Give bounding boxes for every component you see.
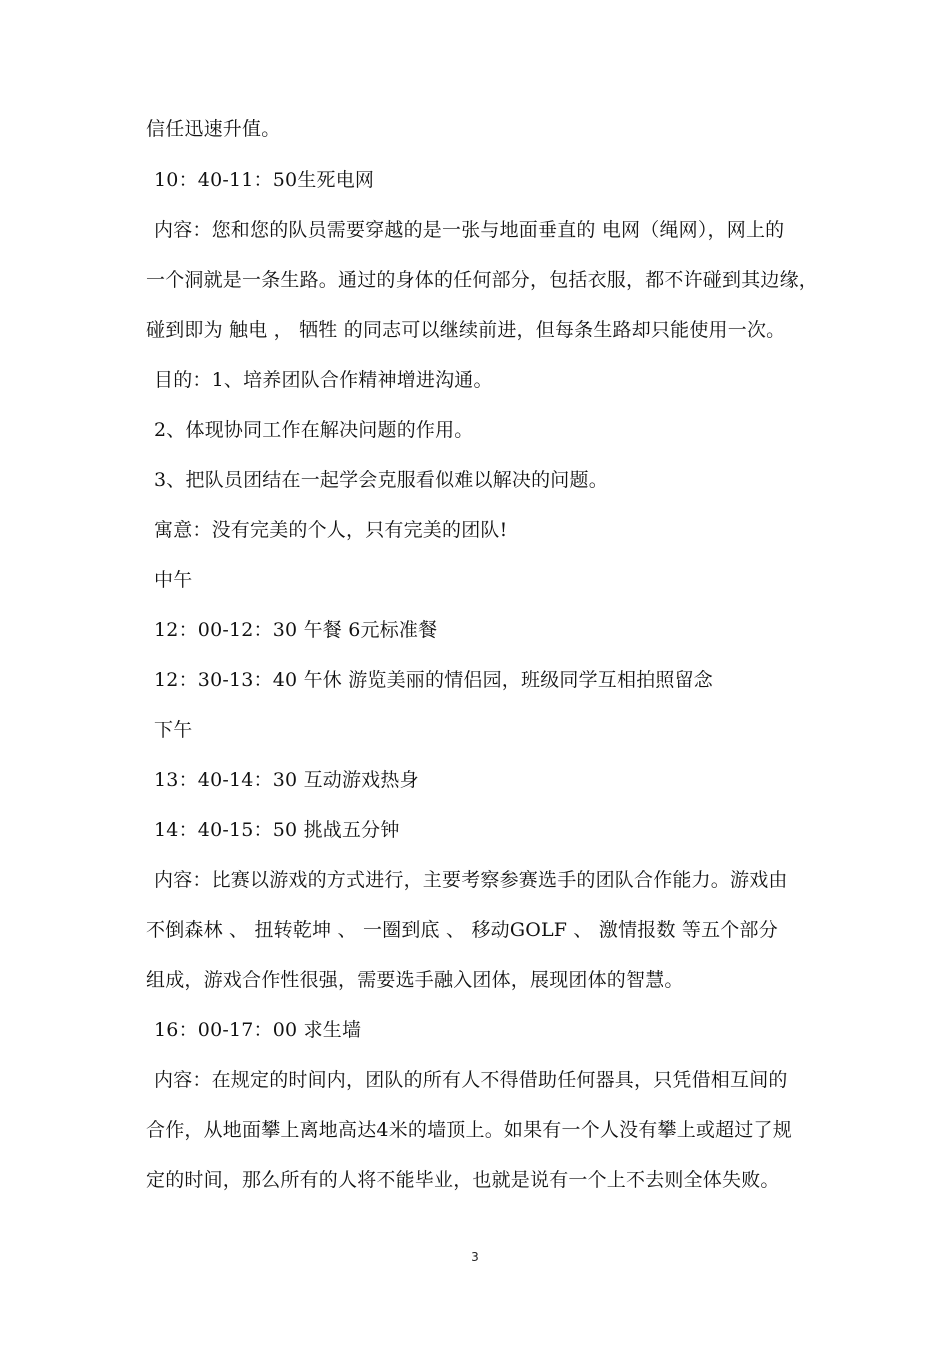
- section-heading-noon: 中午: [154, 569, 193, 591]
- schedule-item-electric-net: 10：40-11：50生死电网: [154, 169, 375, 191]
- content-paragraph-line: 不倒森林 、 扭转乾坤 、 一圈到底 、 移动GOLF 、 激情报数 等五个部分: [146, 919, 778, 941]
- schedule-item-lunch: 12：00-12：30 午餐 6元标准餐: [154, 619, 438, 641]
- schedule-item-five-minutes: 14：40-15：50 挑战五分钟: [154, 819, 400, 841]
- schedule-item-survival-wall: 16：00-17：00 求生墙: [154, 1019, 362, 1041]
- content-paragraph-line: 合作，从地面攀上离地高达4米的墙顶上。如果有一个人没有攀上或超过了规: [146, 1119, 792, 1141]
- content-paragraph-line: 内容：您和您的队员需要穿越的是一张与地面垂直的 电网（绳网），网上的: [154, 219, 785, 241]
- schedule-item-rest: 12：30-13：40 午休 游览美丽的情侣园，班级同学互相拍照留念: [154, 669, 714, 691]
- content-paragraph-line: 定的时间，那么所有的人将不能毕业，也就是说有一个上不去则全体失败。: [146, 1169, 780, 1191]
- content-paragraph-line: 碰到即为 触电 ， 牺牲 的同志可以继续前进，但每条生路却只能使用一次。: [146, 319, 786, 341]
- meaning-line: 寓意：没有完美的个人，只有完美的团队!: [154, 519, 508, 541]
- section-heading-afternoon: 下午: [154, 719, 193, 741]
- content-paragraph-line: 组成，游戏合作性很强，需要选手融入团体，展现团体的智慧。: [146, 969, 684, 991]
- text-line-continuation: 信任迅速升值。: [146, 118, 281, 140]
- purpose-line: 目的：1、培养团队合作精神增进沟通。: [154, 369, 493, 391]
- content-paragraph-line: 一个洞就是一条生路。通过的身体的任何部分，包括衣服，都不许碰到其边缘，: [146, 269, 819, 291]
- schedule-item-warmup: 13：40-14：30 互动游戏热身: [154, 769, 419, 791]
- page-number: 3: [471, 1250, 479, 1264]
- content-paragraph-line: 内容：比赛以游戏的方式进行，主要考察参赛选手的团队合作能力。游戏由: [154, 869, 788, 891]
- content-paragraph-line: 内容：在规定的时间内，团队的所有人不得借助任何器具，只凭借相互间的: [154, 1069, 788, 1091]
- purpose-line: 2、体现协同工作在解决问题的作用。: [154, 419, 474, 441]
- purpose-line: 3、把队员团结在一起学会克服看似难以解决的问题。: [154, 469, 608, 491]
